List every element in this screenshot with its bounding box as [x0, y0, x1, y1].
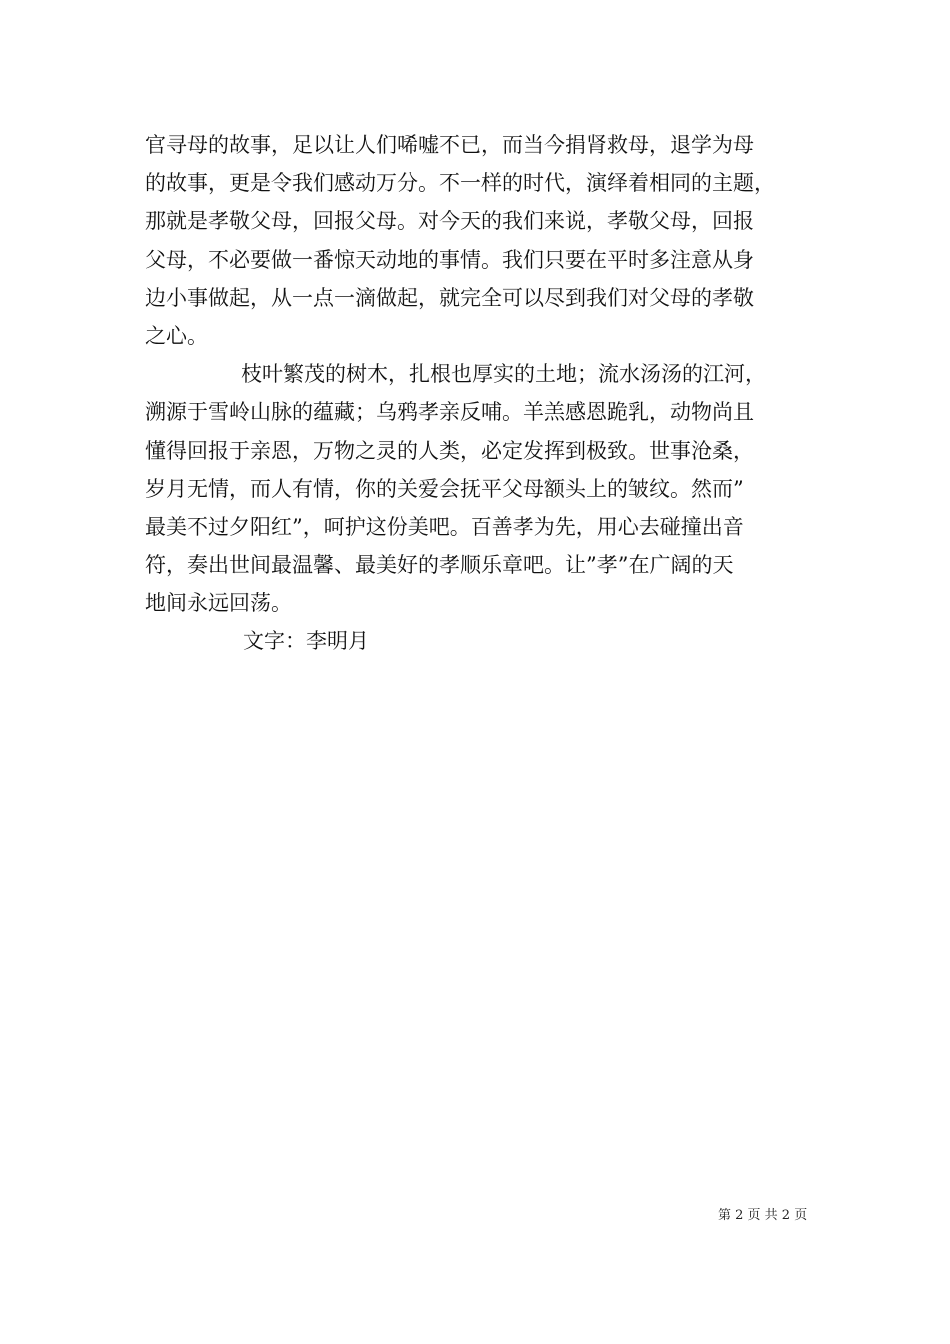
page-number-footer: 第 2 页 共 2 页 — [718, 1208, 808, 1223]
author-signature: 文字：李明月 — [243, 629, 369, 654]
paragraph-2-line: 溯源于雪岭山脉的蕴藏；乌鸦孝亲反哺。羊羔感恩跪乳，动物尚且 — [145, 400, 754, 425]
paragraph-1-line: 官寻母的故事，足以让人们唏嘘不已，而当今捐肾救母，退学为母 — [145, 133, 754, 157]
paragraph-2-line: 岁月无情，而人有情，你的关爱会抚平父母额头上的皱纹。然而” — [145, 476, 744, 501]
paragraph-1-line: 之心。 — [145, 323, 208, 348]
paragraph-2-line: 懂得回报于亲恩，万物之灵的人类，必定发挥到极致。世事沧桑， — [145, 438, 754, 463]
paragraph-1-line: 的故事，更是令我们感动万分。不一样的时代，演绎着相同的主题， — [145, 171, 775, 196]
paragraph-2-line: 最美不过夕阳红”，呵护这份美吧。百善孝为先，用心去碰撞出音 — [145, 514, 744, 539]
paragraph-1-line: 父母，不必要做一番惊天动地的事情。我们只要在平时多注意从身 — [145, 247, 754, 272]
paragraph-1-line: 那就是孝敬父母，回报父母。对今天的我们来说，孝敬父母，回报 — [145, 209, 754, 234]
paragraph-2-line: 枝叶繁茂的树木，扎根也厚实的土地；流水汤汤的江河， — [241, 362, 766, 387]
paragraph-1-line: 边小事做起，从一点一滴做起，就完全可以尽到我们对父母的孝敬 — [145, 285, 754, 310]
paragraph-2-line: 地间永远回荡。 — [145, 591, 292, 616]
paragraph-2-line: 符，奏出世间最温馨、最美好的孝顺乐章吧。让”孝”在广阔的天 — [145, 553, 734, 578]
document-body — [145, 126, 835, 661]
